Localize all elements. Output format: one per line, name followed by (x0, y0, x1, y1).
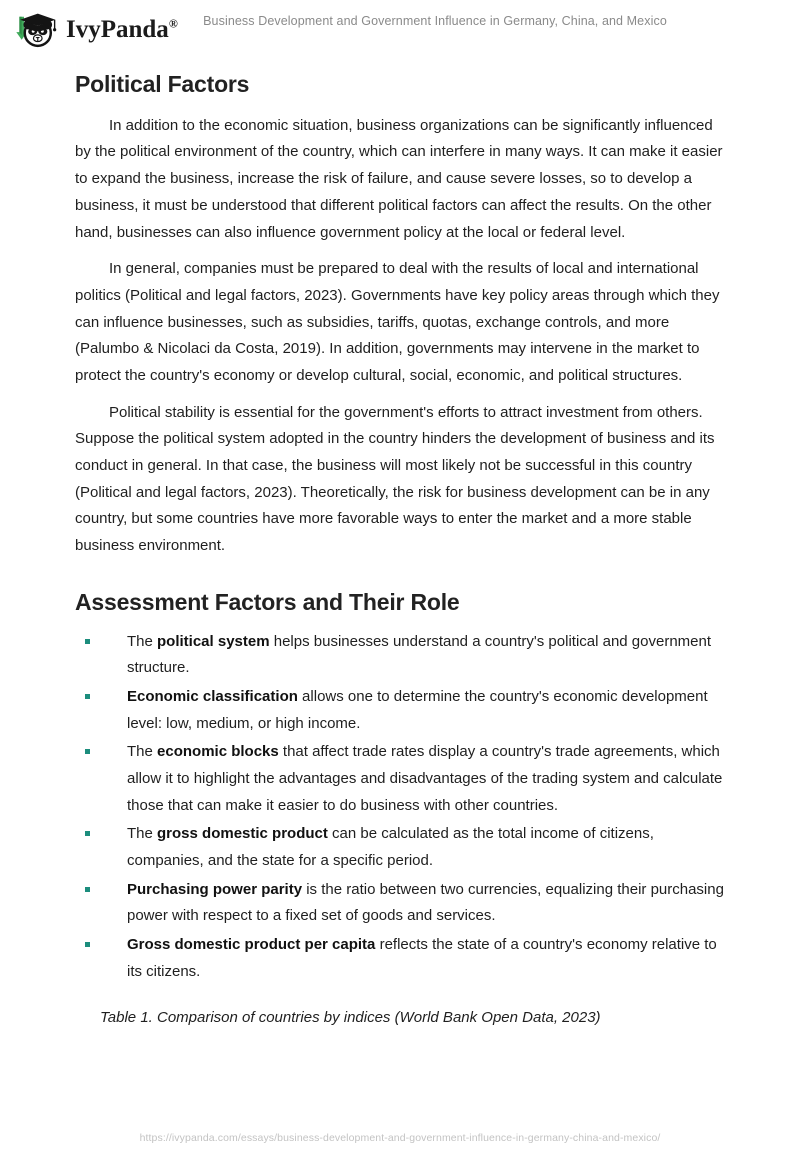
heading-political-factors: Political Factors (75, 71, 250, 97)
list-item (75, 629, 725, 682)
page-footer (0, 1128, 800, 1146)
registered-trademark-mark: ® (168, 16, 178, 31)
list-item-term: Economic classification (127, 687, 298, 705)
paragraph-political-2: In general, companies must be prepared to deal with the results of local and international politics (Political and legal factors, 2023). Governments have key policy areas through which they can influence businesses, such as subsidies, tariffs, quotas, exchange controls, and more (Palumbo & Nicolaci da Costa, 2019). In addition, governments may intervene in the market to protect the country's economy or develop cultural, social, economic, and political structures. (75, 260, 720, 384)
list-item-prefix: The (127, 743, 158, 761)
list-item-prefix: The (127, 825, 158, 843)
brand-logo[interactable] (14, 6, 178, 52)
list-item-term: Gross domestic product per capita (127, 936, 376, 954)
assessment-factors-list (75, 629, 725, 986)
list-item (75, 877, 725, 930)
bullet-icon (85, 749, 90, 754)
brand-name-text: IvyPanda (66, 15, 169, 43)
list-item-prefix: The (127, 632, 158, 650)
bullet-icon (85, 831, 90, 836)
list-item (75, 821, 725, 874)
list-item-rest: allows one to determine the country's economic development level: low, medium, or high income. (127, 687, 708, 732)
list-item-term: gross domestic product (157, 825, 328, 843)
bullet-icon (85, 694, 90, 699)
table-caption: Table 1. Comparison of countries by indices (World Bank Open Data, 2023) (100, 1009, 601, 1027)
list-item-term: political system (157, 632, 270, 650)
list-item-term: Purchasing power parity (127, 880, 303, 898)
paragraph-political-1: In addition to the economic situation, business organizations can be significantly influenced by the political environment of the country, which can interfere in many ways. It can make it easier to expand the business, increase the risk of failure, and cause severe losses, so to develop a business, it must be understood that different political factors can affect the results. On the other hand, businesses can also influence government policy at the local or federal level. (75, 116, 723, 241)
list-item-term: economic blocks (157, 743, 279, 761)
bullet-icon (85, 639, 90, 644)
page-header (0, 0, 800, 58)
list-item (75, 684, 725, 737)
bullet-icon (85, 887, 90, 892)
list-item-rest: reflects the state of a country's economy relative to its citizens. (127, 936, 717, 980)
list-item-rest: can be calculated as the total income of citizens, companies, and the state for a specific period. (127, 825, 654, 869)
bullet-icon (85, 942, 90, 947)
heading-assessment-factors: Assessment Factors and Their Role (75, 588, 460, 615)
document-content (75, 70, 725, 1030)
list-item-rest: helps businesses understand a country's political and government structure. (127, 632, 712, 677)
document-title: Business Development and Government Influence in Germany, China, and Mexico (203, 14, 667, 28)
list-item-rest: is the ratio between two currencies, equalizing their purchasing power with respect to a fixed set of goods and services. (127, 880, 724, 925)
footer-source-url[interactable]: https://ivypanda.com/essays/business-development-and-government-influence-in-germany-china-and-mexico/ (139, 1132, 661, 1144)
list-item (75, 739, 725, 819)
list-item (75, 932, 725, 985)
list-item-rest: that affect trade rates display a country's trade agreements, which allow it to highlight the advantages and disadvantages of the trading system and calculate those that can make it easier to do business with other countries. (127, 743, 723, 814)
panda-graduation-cap-logo-icon (14, 6, 60, 52)
paragraph-political-3: Political stability is essential for the government's efforts to attract investment from others. Suppose the political system adopted in the country hinders the development of business and its conduct in general. In that case, the business will most likely not be successful in this country (Political and legal factors, 2023). Theoretically, the risk for business development can be in any country, but some countries have more favorable ways to enter the market and a more stable business environment. (75, 403, 715, 555)
